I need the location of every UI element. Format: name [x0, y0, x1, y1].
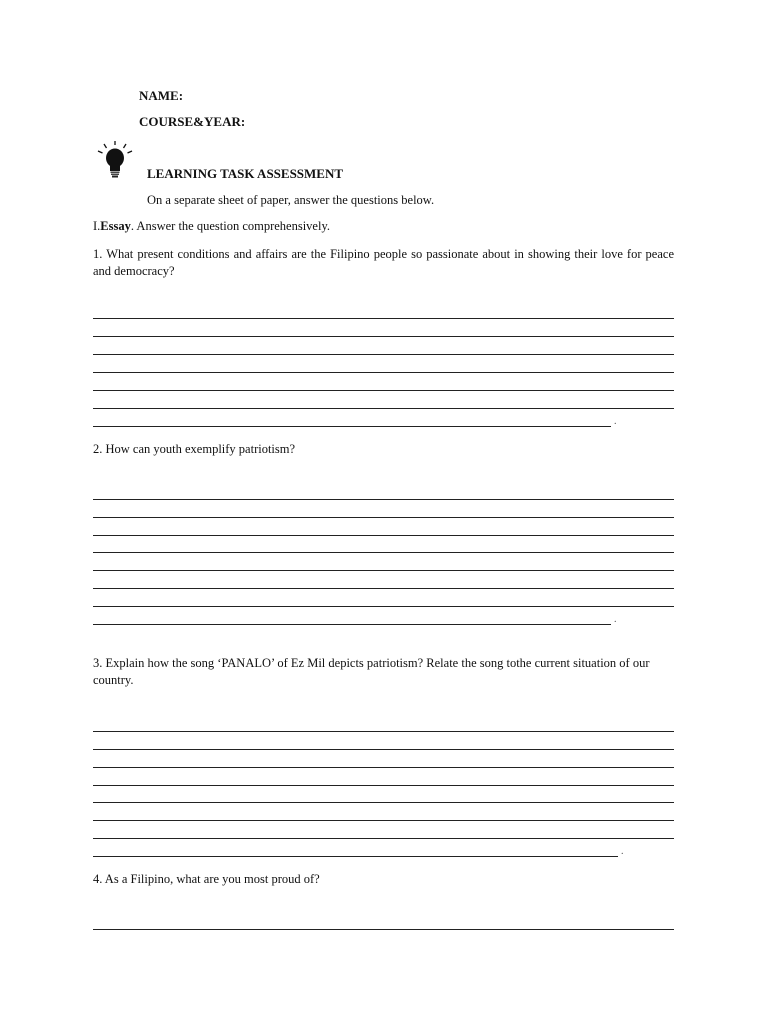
section-heading [93, 219, 330, 234]
answer-line[interactable] [93, 552, 674, 553]
answer-line[interactable] [93, 785, 674, 786]
answer-line[interactable] [93, 588, 674, 589]
line-end-mark: . [621, 846, 624, 857]
answer-line[interactable] [93, 372, 674, 373]
answer-line[interactable] [93, 390, 674, 391]
answer-line[interactable] [93, 838, 674, 839]
answer-line[interactable] [93, 336, 674, 337]
question-3: 3. Explain how the song ‘PANALO’ of Ez Mil depicts patriotism? Relate the song tothe current situation of our country. [93, 656, 650, 687]
answer-line[interactable] [93, 606, 674, 607]
question-4: 4. As a Filipino, what are you most proud of? [93, 872, 320, 886]
answer-line[interactable] [93, 408, 674, 409]
answer-line[interactable] [93, 731, 674, 732]
section-rest: . Answer the question comprehensively. [130, 219, 331, 233]
answer-line[interactable] [93, 767, 674, 768]
course-year-label: COURSE&YEAR: [139, 114, 246, 129]
answer-line[interactable] [93, 535, 674, 536]
lightbulb-icon [95, 140, 135, 180]
answer-line[interactable] [93, 929, 674, 930]
answer-line[interactable] [93, 426, 611, 427]
answer-line[interactable] [93, 749, 674, 750]
task-instruction: On a separate sheet of paper, answer the questions below. [147, 193, 435, 207]
answer-line[interactable] [93, 856, 618, 857]
section-name: Essay [100, 219, 131, 233]
name-label: NAME: [139, 88, 184, 103]
line-end-mark: . [614, 614, 617, 625]
answer-line[interactable] [93, 318, 674, 319]
question-1: 1. What present conditions and affairs are the Filipino people so passionate about in showing their love for peace and democracy? [93, 247, 674, 278]
question-2: 2. How can youth exemplify patriotism? [93, 442, 296, 456]
answer-line[interactable] [93, 517, 674, 518]
answer-line[interactable] [93, 570, 674, 571]
answer-line[interactable] [93, 802, 674, 803]
section-prefix: I. [93, 219, 101, 233]
answer-line[interactable] [93, 820, 674, 821]
line-end-mark: . [614, 416, 617, 427]
task-title: LEARNING TASK ASSESSMENT [147, 166, 344, 181]
answer-line[interactable] [93, 499, 674, 500]
answer-line[interactable] [93, 354, 674, 355]
answer-line[interactable] [93, 624, 611, 625]
